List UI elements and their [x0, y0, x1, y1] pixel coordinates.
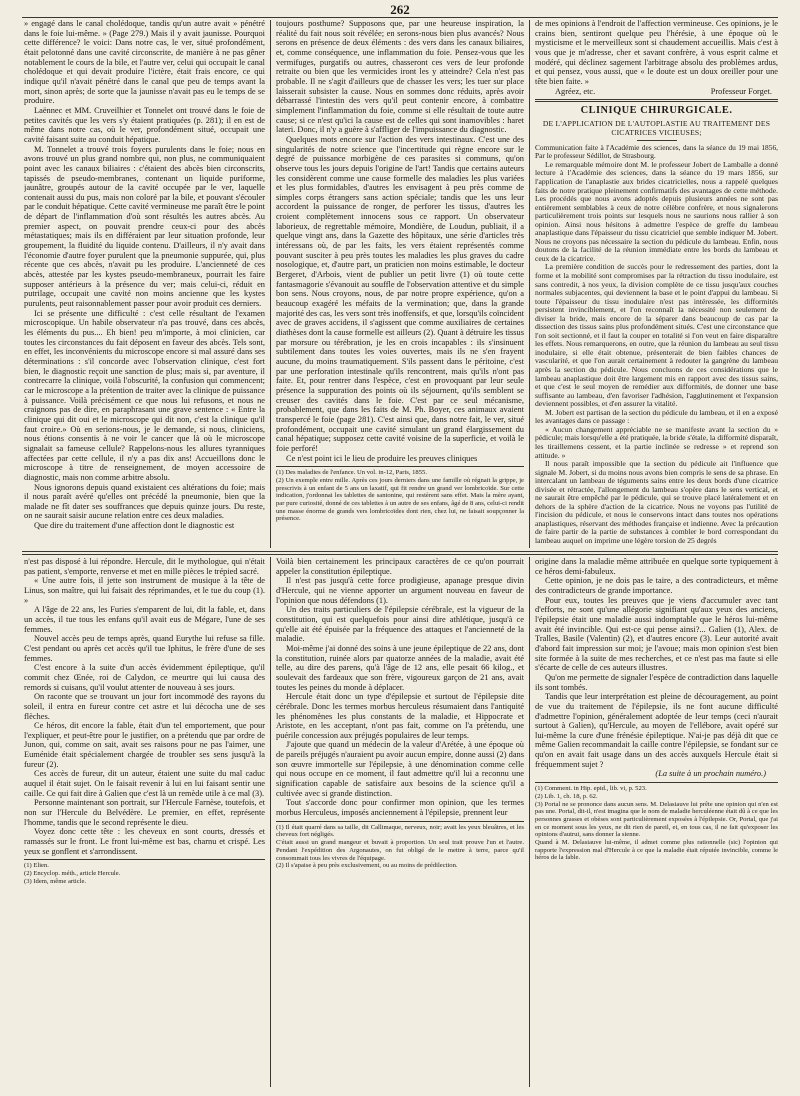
footnote: (1) Comment. in Hip. epid., lib. vi, p. 523.: [535, 785, 647, 793]
paragraph: de mes opinions à l'endroit de l'affection vermineuse. Ces opinions, je le crains bien, sentiront quelque peu l'hérésie, à une époque où le mysticisme et le merveilleux sont si chaudement accueillis. Mais c'est à vous que je m'adresse, cher et savant confrère, à vous esprit calme et modéré, qui déclinez sagement l'arbitrage absolu des problèmes ardus, et qui pensez, vous aussi, que « le doute est un doux oreiller pour une tête bien faite. »: [535, 19, 778, 86]
paragraph: M. Jobert est partisan de la section du pédicule du lambeau, et il en a exposé les avantages dans ce passage :: [535, 407, 778, 426]
footnote: (1) Elien.: [24, 862, 49, 870]
paragraph: Hercule était donc un type d'épilepsie et surtout de l'épilepsie dite cérébrale. Donc les termes morbus herculeus résumaient dans l'antiquité les phénomènes les plus constants de la maladie, et Hippocrate et Aristote, en les acceptant, n'ont pas fait, comme on l'a prétendu, une puérile concession aux préjugés populaires de leur temps.: [276, 692, 524, 740]
column-divider: [270, 20, 271, 548]
column-divider: [529, 20, 530, 548]
footnote: (2) Il s'apaise à peu près exclusivement, ou au moins de prédilection.: [276, 862, 458, 870]
signature-line: [535, 87, 778, 97]
paragraph: » engagé dans le canal cholédoque, tandis qu'un autre avait » pénétré dans le foie lui-même. » (Page 279.) Mais il y avait jaunisse. Pourquoi cette différence? le voici: Dans notre cas, le ver, situé profondément, était pelotonné dans une cavité circonscrite, de manière à ne pas gêner notablement le cours de la bile, et l'autre ver, celui qui occupait le canal cholédoque et qui devait produire l'ictère, était frais encore, ce qui indique qu'il n'avait pénétré dans le canal que peu de temps avant la mort, sinon après; de sorte que la jaunisse n'avait pas eu le temps de se produire.: [24, 19, 265, 106]
section-title: CLINIQUE CHIRURGICALE.: [535, 99, 778, 116]
author-signature: Professeur Forget.: [710, 86, 772, 96]
paragraph: Cette opinion, je ne dois pas le taire, a des contradicteurs, et même des contradicteurs de grande importance.: [535, 576, 778, 595]
section-rule: [22, 551, 778, 552]
communication-note: Communication faite à l'Académie des sciences, dans la séance du 19 mai 1856, Par le professeur Sédillot, de Strasbourg.: [535, 142, 778, 161]
paragraph: Il n'est pas jusqu'à cette force prodigieuse, apanage presque divin d'Hercule, qui ne vienne apporter un argument nouveau en faveur de l'opinion que nous défendons (1).: [276, 576, 524, 605]
footnotes: [24, 859, 265, 885]
footnote: (2) Un exemple entre mille. Après ces jours derniers dans une famille où régnait la grippe, je prescrivis à un enfant de 5 ans un laxatif, qui fit rendre un grand ver lombricoïde. Sur cette indication, j'ordonnai les tablettes de santonine, qui restèrent sans effet. Mais la mère ayant, par pure curiosité, donné de ces tablettes à un autre de ses enfans, âgé de 8 ans, celui-ci rendit une masse énorme de grands vers lombricoïdes dont rien, chez lui, ne faisait soupçonner la présence.: [276, 476, 524, 523]
paragraph: « Aucun changement appréciable ne se manifeste avant la section du » pédicule; mais lorsqu'elle a été pratiquée, la bride s'étale, la difformité disparaît, les tiraillemens cessent, et la partie inclinée se redresse » et reprend son attitude. »: [535, 424, 778, 460]
footnotes: [535, 782, 778, 862]
column-5: [276, 557, 524, 1087]
short-rule: [637, 140, 677, 141]
paragraph: Pour eux, toutes les preuves que je viens d'accumuler avec tant d'efforts, ne sont qu'une allégorie signifiant qu'aux yeux des anciens, l'épilepsie était une maladie aussi indomptable que le héros lui-même avait été invincible. Qui est-ce qui pense ainsi?... Galien (1), Alex. de Tralles, Basile (Valentin) (2), et d'autres encore (3). Leur autorité avait d'abord fait impression sur moi; je l'avoue; mais mon opinion s'est bien site formée à la suite de mes recherches, et ce n'est pas ma faute si elle s'écarte de celle de ces auteurs illustres.: [535, 595, 778, 673]
paragraph: Voilà bien certainement les principaux caractères de ce qu'on pourrait appeler la constitution épileptique.: [276, 557, 524, 576]
column-divider: [270, 557, 271, 1087]
paragraph: M. Tonnelet a trouvé trois foyers purulents dans le foie; nous en avons trouvé un plus grand nombre qui, non plus, ne communiquaient point avec les canaux biliaires : c'étaient des abcès bien circonscrits, tapissés de pseudo-membranes, contenant un liquide puriforme, jaunâtre, groupés autour de la cavité occupée par le ver, laquelle contenait aussi du pus, mais non coloré par la bile, et pouvant s'écouler par le conduit hépatique. Cette cavité vermineuse me paraît être le point de départ de l'inflammation d'où sont résultés les autres abcès. Au premier aspect, on pouvait prendre ceux-ci pour des abcès métastatiques; mais ils en différaient par leur situation profonde, leur groupement, la fluidité du liquide contenu. D'ailleurs, il n'y avait dans l'économie d'autre foyer purulent que la pneumonie suppurée, qui, plus récente que ces abcès, n'avait pu les produire. L'ancienneté de ces abcès, attestée par les kystes pseudo-membraneux, pourrait les faire supposer antérieurs à la présence du ver; mais celui-ci, réduit en putrilage, occupait une cavité non moins ancienne que les kystes purulents, peut raisonnablement passer pour avoir produit ces derniers.: [24, 144, 265, 309]
paragraph: Personne maintenant son portrait, sur l'Hercule Farnèse, toutefois, et non sur l'Hercule du Belvédère. Le premier, en effet, représente l'homme, tandis que le second représente le dieu.: [24, 798, 265, 827]
footnote: C'était aussi un grand mangeur et buvait à proportion. Un seul trait prouve l'un et l'autre. Pendant l'expédition des Argonautes, on fut obligé de le mettre à terre, parce qu'il consommait tous les vivres de l'équipage.: [276, 839, 524, 862]
footnote: (2) Lib. 1, ch. 18, p. 62.: [535, 792, 598, 800]
header-rule: [22, 17, 778, 18]
paragraph: Nous ignorons depuis quand existaient ces altérations du foie; mais il nous paraît avéré qu'elles ont précédé la pneumonie, bien que la malade ne fît dater ses souffrances que depuis quinze jours. Du reste, on ne saurait saisir aucune relation entre ces deux maladies.: [24, 482, 265, 521]
paragraph: Laënnec et MM. Cruveilhier et Tonnelet ont trouvé dans le foie de petites cavités que les vers s'y étaient pratiquées (p. 281); il en est de même dans notre cas, où le ver, profondément situé, occupait une cavité faisant suite au conduit hépatique.: [24, 105, 265, 144]
paragraph: Il nous paraît impossible que la section du pédicule ait l'influence que signale M. Jobert, si du moins nous avons bien compris le sens de sa phrase. En intercalant un lambeau de téguments sains entre les deux bords d'une cicatrice divisée et rétractée, l'allongement du lambeau s'opère dans le sens vertical, et ne saurait être empêché par le pédicule, qui se trouve placé latéralement et en dehors de la sphère d'action de la cicatrice. Nous ne voyons pas l'utilité de l'incision du pédicule, et nous le conservons intact dans toutes nos opérations anaplastiques, réservant des méthodes française et indienne. Avec la précaution de faire partir de la partie de substances à combler le bord correspondant du lambeau auquel on imprime une légère torsion de 25 degrés: [535, 459, 778, 545]
footnote: Quand à M. Delasiauve lui-même, il admet comme plus rationnelle (sic) l'opinion qui rapporte l'expression mal d'Hercule à ce que la maladie était réputée invincible, comme le héros de la fable.: [535, 839, 778, 862]
footnote: (1) Il était quarré dans sa taille, dit Callimaque, nerveux, noir; avait les yeux bleuâtres, et les cheveux fort négligés.: [276, 823, 524, 839]
footnote: (3) Portal ne se prononce dans aucun sens. M. Delasiauve lui prête une opinion qui n'en est pas une. Portal, dit-il, n'est imagina que le nom de maladie herculéenne était dû à ce que les personnes grasses et obèses sont particulièrement exposées à l'épilepsie. Or, Portal, que j'ai en ce moment sous les yeux, ne dit rien de pareil, et, en tous cas, il ne fait qu'exposer les opinions d'autrui, sans donner la sienne.: [535, 800, 778, 839]
paragraph: Voyez donc cette tête : les cheveux en sont courts, dressés et ramassés sur le front. Le front lui-même est bas, charnu et crispé. Les yeux se gonflent et s'arrondissent.: [24, 827, 265, 856]
paragraph: toujours posthume? Supposons que, par une heureuse inspiration, la réalité du fait nous soit révélée; en serons-nous bien plus avancés? Nous serons en présence de deux éléments : des vers dans les canaux biliaires, et, comme conséquence, une inflammation du foie. Pensez-vous que les vermifuges, purgatifs ou autres, chasseront ces vers de leur profonde retraite ou bien que les vermicides iront les y atteindre? Cela n'est pas probable. Il ne s'agit d'ailleurs que de chasser les vers; les tuer sur place laisserait subsister la cause. Nous en sommes donc réduits, après avoir débarrassé l'intestin des vers qu'il peut contenir encore, à combattre simplement l'inflammation du foie, comme si elle résultait de toute autre cause; si ce n'est qu'ici la cause est de celles qui sont inamovibles : haret lateri. Donc, il n'y a guère à s'affliger de l'impuissance du diagnostic.: [276, 19, 524, 135]
paragraph: Ce n'est point ici le lieu de produire les preuves cliniques: [286, 453, 478, 463]
column-divider: [529, 557, 530, 1087]
section-rule: [22, 554, 778, 555]
footnotes: [276, 466, 524, 523]
paragraph: Moi-même j'ai donné des soins à une jeune épileptique de 22 ans, dont la constitution, ruinée alors par quatorze années de la maladie, avait été telle, au dire des parens, qu'à l'âge de 12 ans, elle pesait 66 kilog., et soulevait des fardeaux que son frère, vigoureux garçon de 21 ans, avait toutes les peines du monde à déplacer.: [276, 643, 524, 692]
paragraph: Tandis que leur interprétation est pleine de découragement, au point de vue du traitement de l'épilepsie, ils ne font aucune difficulté d'admettre l'opinion, généralement adoptée de leur temps (ceci n'aurait surtout à Galien), qu'Hercule, au moyen de l'ellébore, avait opéré sur lui-même la cure d'une frénésie épileptique. N'ai-je pas déjà dit que ce même Galien recommandait la caille contre l'épilepsie, se fondant sur ce qu'on en avait fait usage dans un des accès auxquels Hercule était si fréquemment sujet ?: [535, 692, 778, 769]
paragraph: A l'âge de 22 ans, les Furies s'emparent de lui, dit la fable, et, dans un accès, il tue tous les enfans qu'il avait eus de Mégare, l'une de ses femmes.: [24, 605, 265, 634]
footnote: (3) Idem, même article.: [24, 877, 87, 885]
article-body: [535, 161, 778, 546]
paragraph: Ces accès de fureur, dit un auteur, étaient une suite du mal caduc auquel il était sujet. On le faisait revenir à lui en lui faisant sentir une caille. Ce qui fait dire à Galien que c'est là un remède utile à ce mal (3).: [24, 769, 265, 798]
column-6: [535, 557, 778, 1087]
footnotes: [276, 821, 524, 870]
paragraph: origine dans la maladie même attribuée en quelque sorte typiquement à ce héros demi-fabuleux.: [535, 557, 778, 576]
paragraph: Que dire du traitement d'une affection dont le diagnostic est: [34, 521, 235, 531]
paragraph: C'est encore à la suite d'un accès évidemment épileptique, qu'il commit chez Œnée, roi de Calydon, ce meurtre qui lui causa des remords si cuisans, qu'il voulut attenter de nouveau à ses jours.: [24, 663, 265, 692]
closing: Agréez, etc.: [555, 86, 596, 96]
paragraph: Ici se présente une difficulté : c'est celle résultant de l'examen microscopique. Un habile observateur n'a pas trouvé, dans ces abcès, les éléments du pus.... Eh bien! peu m'importe, à moi clinicien, car toutes les circonstances du fait déposent en faveur des abcès. Tels sont, en effet, les inconvénients du microscope encore si mal assuré dans ses déterminations : s'il concorde avec l'observation clinique, c'est fort bien, le diagnostic reçoit une sanction de plus; mais si, par aventure, il contrecarre la clinique, voilà l'obscurité, la confusion qui commencent; car le microscope a la prétention de traiter avec la clinique de puissance à puissance. Voilà précisément ce que nous lui refusons, et nous ne craignons pas de dire, en paraphrasant une grave sentence : « Entre la clinique qui dit oui et le microscope qui dit non, c'est la clinique qu'il faut croire.» Où en serions-nous, je le demande, si nous, cliniciens, nous étions consentis à ne voir le cancer que là où le microscope signalait sa fameuse cellule? Rappelons-nous les allures tyranniques affectées par cette cellule, il n'y a pas dix ans! Accueillons donc le microscope à titre de renseignement, de moyen accessoire de diagnostic, mais non comme arbitre absolu.: [24, 308, 265, 482]
paragraph: Ce héros, dit encore la fable, était d'un tel emportement, que pour l'expliquer, et peut-être pour le justifier, on a prétendu que par ordre de Junon, qui, comme on sait, avait ses raisons pour ne pas l'aimer, une Euménide était spécialement chargée de troubler ses sens jusqu'à la fureur (2).: [24, 721, 265, 769]
paragraph: La première condition de succès pour le redressement des parties, dont la forme et la mobilité sont compromises par la rétraction du tissu inodulaire, est sans contredit, à nos yeux, la division complète de ce tissu jusqu'aux couches normales subjacentes, qui deviennent la base et le point d'appui du lambeau. Si toute l'épaisseur du tissu inodulaire n'est pas intéressée, les difformités persistent invinciblement, et l'on reconnaît la nécessité non seulement de diviser la bride, mais encore de la séparer dans beaucoup de cas par la dissection des tissus sains plus profondément situés. C'est une circonstance que l'on soit sectionné, et il faut la couper en totalité si l'on veut en faire disparaître les effets. Nous remarquerons, en outre, que la réunion du lambeau au seul tissu inodulaire, si elle était obtenue, présenterait de bien faibles chances de vascularité, et que l'on aurait certainement à redouter la gangrène du lambeau après la section du pédicule. Nous concluons de ces considérations que le lambeau anaplastique doit être largement mis en rapport avec des tissus sains, et que c'est le seul moyen de remédier aux difformités, de donner une base suffisante au lambeau, d'en favoriser l'adhésion, l'agglutinement et l'expansion deviennent possibles, et d'en assurer la vitalité.: [535, 262, 778, 409]
footnote: (1) Des maladies de l'enfance. Un vol. in-12, Paris, 1855.: [276, 469, 427, 477]
column-3: [535, 19, 778, 547]
column-4: [24, 557, 265, 1087]
paragraph: Qu'on me permette de signaler l'espèce de contradiction dans laquelle ils sont tombés.: [535, 672, 778, 692]
paragraph: n'est pas disposé à lui répondre. Hercule, dit le mythologue, qui n'était pas patient, s'emporte, renverse et met en mille pièces le trépied sacré.: [24, 557, 265, 576]
paragraph: Nouvel accès peu de temps après, quand Eurythe lui refuse sa fille. C'est pendant ou après cet accès qu'il tue Iphitus, le frère d'une de ses femmes.: [24, 634, 265, 663]
column-1: [24, 19, 265, 547]
column-2: [276, 19, 524, 547]
paragraph: On raconte que se trouvant un jour fort incommodé des rayons du soleil, il entra en fureur contre cet astre et lui décocha une de ses flèches.: [24, 692, 265, 721]
footnote: (2) Encyclop. méth., article Hercule.: [24, 870, 121, 878]
paragraph: Le remarquable mémoire dont M. le professeur Jobert de Lamballe a donné lecture à l'Académie des sciences, dans la séance du 19 mars 1856, sur l'application de l'anaplastie aux brides cicatricielles, nous a rappelé quelques faits de notre pratique pleinement confirmatifs des avantages de cette méthode. Les procédés que nous avons adoptés depuis plusieurs années ne sont pas entièrement semblables à ceux de notre célèbre confrère, et nous signalerons particulièrement trois points sur lesquels nous ne saurions nous rallier à son opinion. Ainsi nous hésitons à admettre l'espèce de greffe du lambeau anaplastique dans l'épaisseur du tissu cicatriciel que semble indiquer M. Jobert. Nous ne croyons pas nécessaire la section du pédicule du lambeau. Enfin, nous doutons de la facilité de la réunion immédiate entre les bords du lambeau et ceux de la cicatrice.: [535, 159, 778, 263]
page-number: 262: [390, 2, 410, 17]
paragraph: Tout s'accorde donc pour confirmer mon opinion, que les termes morbus Herculeus, imposés anciennement à l'épilepsie, prennent leur: [276, 798, 524, 818]
paragraph: Un des traits particuliers de l'épilepsie cérébrale, est la vigueur de la constitution, qui est quelquefois pour ainsi dire athlétique, jusqu'à ce qu'elle ait été épuisée par la fréquence des attaques et l'ancienneté de la maladie.: [276, 605, 524, 644]
paragraph: Quelques mots encore sur l'action des vers intestinaux. C'est une des singularités de notre science que l'incertitude qui règne encore sur le degré de puissance morbigène de ces parasites si communs, qu'on observe tous les jours depuis l'origine de l'art! Tandis que certains auteurs les considèrent comme une cause formelle des maladies les plus variées et les plus formidables, d'autres les envisagent à peu près comme de simples corps étrangers sans action spéciale; tandis que les uns leur accordent la puissance de ronger, de perforer les tissus, d'autres les croient complètement innocens sous ce rapport. Un observateur laborieux, de regrettable mémoire, Mondière, de Loudun, publiait, il a quelque vingt ans, dans la Gazette des hôpitaux, une série d'articles très intéressans où, de par les faits, les vers étaient représentés comme pouvant susciter à peu près toutes les maladies les plus graves du cadre nosologique, et, d'autre part, un praticien non moins estimable, le docteur Bergeret, d'Arbois, vient de publier un petit livre (1) où toute cette fantasmagorie s'évanouit au souffle de l'observation attentive et du simple bon sens. Nous croyons, nous, de par notre propre expérience, qu'on a beaucoup exagéré les méfaits de la vermination; que, dans la grande majorité des cas, les vers sont très inoffensifs, et que, lorsqu'ils coïncident avec de graves accidens, il s'agissent que comme auxiliaires de certaines diathèses dont la cause formelle est ailleurs (2). Quant à détruire les tissus par morsure ou térébration, je les en crois incapables : ils s'insinuent subtilement dans toutes les voies ouvertes, mais ils ne s'en frayent aucune, du moins traumatiquement. S'ils passent dans le péritoine, c'est par une perforation intestinale qu'ils rencontrent, mais qu'ils n'ont pas faite. Et, pour rentrer dans l'espèce, c'est en provoquant par leur seule présence la suppuration des points où ils séjournent, qu'ils semblent se creuser des cavités dans le foie. C'est par ce seul mécanisme, probablement, que dans les faits de M. Ph. Boyer, ces animaux avaient transpercé le foie (page 281). C'est ainsi que, dans notre fait, le ver, situé profondément, occupait une cavité simulant un grand élargissement du canal hépatique; supposez cette cavité voisine de la superficie, et voilà le foie perforé!: [276, 134, 524, 453]
article-subheading: DE L'APPLICATION DE L'AUTOPLASTIE AU TRAITEMENT DES CICATRICES VICIEUSES;: [542, 118, 771, 137]
continued-note: (La suite à un prochain numéro.): [655, 769, 766, 779]
paragraph: J'ajoute que quand un médecin de la valeur d'Arétée, à une époque où de pareils préjugés n'auraient pu avoir aucun empire, donne aussi (2) dans son œuvre immortelle sur l'épilepsie, à une dénomination comme celle qui nous occupe en ce moment, il faut admettre qu'il lui a reconnu une signification capable de satisfaire aux besoins de la science qu'il a cultivée avec si grande distinction.: [276, 740, 524, 798]
paragraph: « Une autre fois, il jette son instrument de musique à la tête de Linus, son maître, qui lui faisait des réprimandes, et le tue du coup (1). »: [24, 576, 265, 605]
